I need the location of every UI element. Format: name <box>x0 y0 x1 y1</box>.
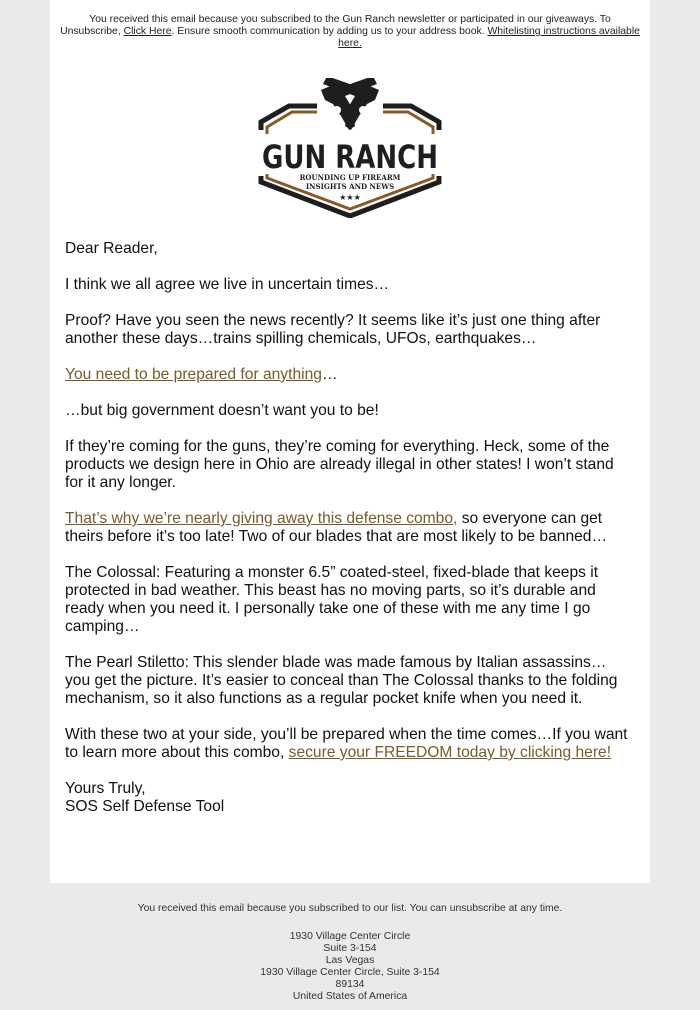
unsubscribe-link[interactable]: Click Here <box>123 26 172 37</box>
preheader-text-2: . Ensure smooth communication by adding us to your address book. <box>171 26 488 37</box>
signoff: Yours Truly, <box>65 780 146 797</box>
paragraph-6 <box>65 510 630 546</box>
logo-title: GUN RANCH <box>262 138 438 176</box>
greeting: Dear Reader, <box>65 240 158 257</box>
paragraph-7: The Colossal: Featuring a monster 6.5” coated-steel, fixed-blade that keeps it protected in bad weather. This beast has no moving parts, so it’s durable and ready when you need it. I personally take one of these with me any time I go camping… <box>65 564 599 635</box>
email-card <box>50 0 650 883</box>
paragraph-2: Proof? Have you seen the news recently? It seems like it’s just one thing after another these days…trains spilling chemicals, UFOs, earthquakes… <box>65 312 601 347</box>
paragraph-6-rest: so everyone can get theirs before it’s too late! Two of our blades that are most likely to be banned… <box>65 510 608 545</box>
email-body <box>65 240 630 816</box>
footer-notice: You received this email because you subscribed to our list. You can unsubscribe at any time. <box>137 903 563 914</box>
signature: SOS Self Defense Tool <box>65 798 225 815</box>
address-line: 1930 Village Center Circle, Suite 3-154 <box>260 967 440 978</box>
paragraph-3 <box>65 366 630 384</box>
preheader-text-1: You received this email because you subscribed to the Gun Ranch newsletter or participated in our giveaways. To Unsubscribe, <box>60 14 611 37</box>
paragraph-3-rest: … <box>321 366 338 383</box>
prepared-link[interactable]: You need to be prepared for anything <box>65 366 322 383</box>
logo-graphic <box>255 78 445 218</box>
paragraph-9-start: With these two at your side, you’ll be prepared when the time comes…If you want to learn more about this combo, <box>65 726 628 761</box>
address-line: Suite 3-154 <box>323 943 377 954</box>
paragraph-5: If they’re coming for the guns, they’re coming for everything. Heck, some of the products we design here in Ohio are already illegal in other states! I won’t stand for it any longer. <box>65 438 614 491</box>
address-line: 1930 Village Center Circle <box>289 931 411 942</box>
email-footer <box>0 903 700 1003</box>
defense-combo-link[interactable]: That’s why we’re nearly giving away this defense combo, <box>65 510 458 527</box>
paragraph-4: …but big government doesn’t want you to be! <box>65 402 379 419</box>
address-line: 89134 <box>335 979 365 990</box>
paragraph-8: The Pearl Stiletto: This slender blade was made famous by Italian assassins…you get the picture. It’s easier to conceal than The Colossal thanks to the folding mechanism, so it also functions as a regular pocket knife when you need it. <box>65 654 618 707</box>
crossed-revolvers-icon <box>321 78 379 130</box>
address-line: United States of America <box>292 991 408 1002</box>
address-line: Las Vegas <box>325 955 375 966</box>
logo-tagline-2: INSIGHTS AND NEWS <box>305 182 395 191</box>
logo-tagline-1: ROUNDING UP FIREARM <box>299 173 401 182</box>
preheader-notice <box>60 14 640 50</box>
footer-address <box>0 931 700 1003</box>
signoff-block <box>65 780 630 816</box>
whitelisting-link[interactable]: Whitelisting instructions available here. <box>338 26 640 49</box>
logo-stars: ★★★ <box>339 193 361 202</box>
gun-ranch-logo <box>255 78 445 218</box>
paragraph-1: I think we all agree we live in uncertain times… <box>65 276 390 293</box>
secure-freedom-link[interactable]: secure your FREEDOM today by clicking here! <box>288 744 612 761</box>
paragraph-9 <box>65 726 630 762</box>
